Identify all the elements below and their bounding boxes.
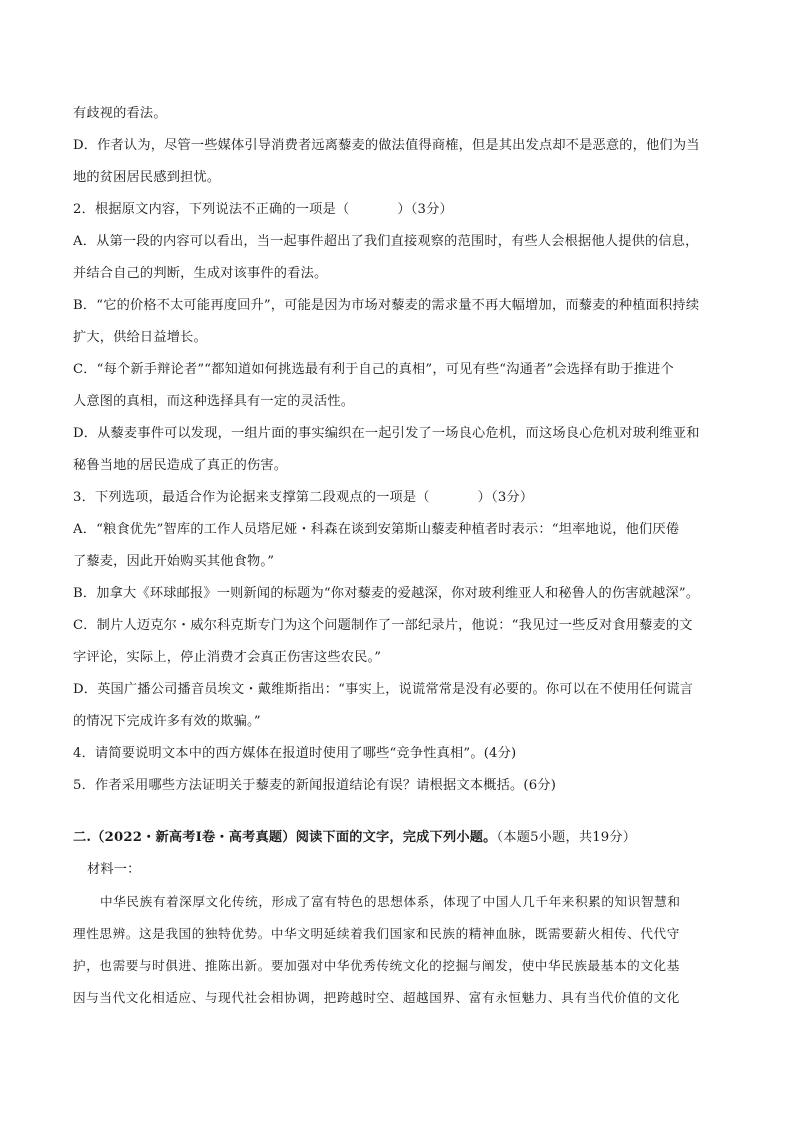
section-2-heading bbox=[73, 822, 723, 854]
option-a: A．“粮食优先”智库的工作人员塔尼娅・科森在谈到安第斯山藜麦种植者时表示：“坦率地说，他们厌倦 bbox=[73, 522, 680, 537]
question-5: 5．作者采用哪些方法证明关于藜麦的新闻报道结论有误？请根据文本概括。(6分) bbox=[73, 778, 557, 793]
text-line: 有歧视的看法。 bbox=[73, 106, 167, 121]
option-b: B．“它的价格不太可能再度回升”，可能是因为市场对藜麦的需求量不再大幅增加，而藜麦的种植面积持续 bbox=[73, 298, 700, 313]
option-d: D．英国广播公司播音员埃文・戴维斯指出：“事实上，说谎常常是没有必要的。你可以在不使用任何谎言 bbox=[73, 682, 694, 697]
question-3-stem: 3．下列选项，最适合作为论据来支撑第二段观点的一项是（ bbox=[73, 490, 430, 505]
text-line: 扩大，供给日益增长。 bbox=[73, 330, 207, 345]
text-line: 并结合自己的判断，生成对该事件的看法。 bbox=[73, 266, 328, 281]
option-d: D．作者认为，尽管一些媒体引导消费者远离藜麦的做法值得商榷，但是其出发点却不是恶意的，他们为当 bbox=[73, 138, 700, 153]
section-2-info: （本题5小题，共19分） bbox=[496, 830, 637, 845]
passage-line: 理性思辨。这是我国的独特优势。中华文明延续着我们国家和民族的精神血脉，既需要薪火相传、代代守 bbox=[73, 926, 680, 941]
material-label: 材料一： bbox=[87, 862, 141, 877]
question-3-score: ）（3分） bbox=[477, 490, 534, 505]
passage-line: 中华民族有着深厚文化传统，形成了富有特色的思想体系，体现了中国人几千年来积累的知识智慧和 bbox=[100, 894, 681, 909]
text-line: 人意图的真相，而这种选择具有一定的灵活性。 bbox=[73, 394, 355, 409]
option-c: C．制片人迈克尔・威尔科克斯专门为这个问题制作了一部纪录片，他说：“我见过一些反对食用藜麦的文 bbox=[73, 618, 693, 633]
passage-line: 护，也需要与时俱进、推陈出新。要加强对中华优秀传统文化的挖掘与阐发，使中华民族最基本的文化基 bbox=[73, 958, 680, 973]
option-c: C．“每个新手辩论者”“都知道如何挑选最有利于自己的真相”，可见有些“沟通者”会选择有助于推进个 bbox=[73, 362, 674, 377]
question-2 bbox=[73, 194, 723, 226]
question-4: 4．请简要说明文本中的西方媒体在报道时使用了哪些“竞争性真相”。(4分) bbox=[73, 746, 517, 761]
section-gap bbox=[73, 802, 723, 822]
question-2-stem: 2．根据原文内容，下列说法不正确的一项是（ bbox=[73, 202, 350, 217]
option-a: A．从第一段的内容可以看出，当一起事件超出了我们直接观察的范围时，有些人会根据他人提供的信息， bbox=[73, 234, 699, 249]
passage-line: 因与当代文化相适应、与现代社会相协调，把跨越时空、超越国界、富有永恒魅力、具有当代价值的文化 bbox=[73, 990, 680, 1005]
text-line: 地的贫困居民感到担忧。 bbox=[73, 170, 221, 185]
exam-page bbox=[73, 98, 723, 1014]
text-line: 的情况下完成许多有效的欺骗。” bbox=[73, 714, 261, 729]
section-2-title: 二.（2022・新高考Ⅰ卷・高考真题）阅读下面的文字，完成下列小题。 bbox=[73, 830, 497, 845]
text-line: 秘鲁当地的居民造成了真正的伤害。 bbox=[73, 458, 288, 473]
option-d: D．从藜麦事件可以发现，一组片面的事实编织在一起引发了一场良心危机，而这场良心危机对玻利维亚和 bbox=[73, 426, 700, 441]
text-line: 了藜麦，因此开始购买其他食物。” bbox=[73, 554, 275, 569]
question-3 bbox=[73, 482, 723, 514]
option-b: B．加拿大《环球邮报》一则新闻的标题为“你对藜麦的爱越深，你对玻利维亚人和秘鲁人的伤害就越深”。 bbox=[73, 586, 700, 601]
question-2-score: ）（3分） bbox=[397, 202, 453, 217]
text-line: 字评论，实际上，停止消费才会真正伤害这些农民。” bbox=[73, 650, 382, 665]
